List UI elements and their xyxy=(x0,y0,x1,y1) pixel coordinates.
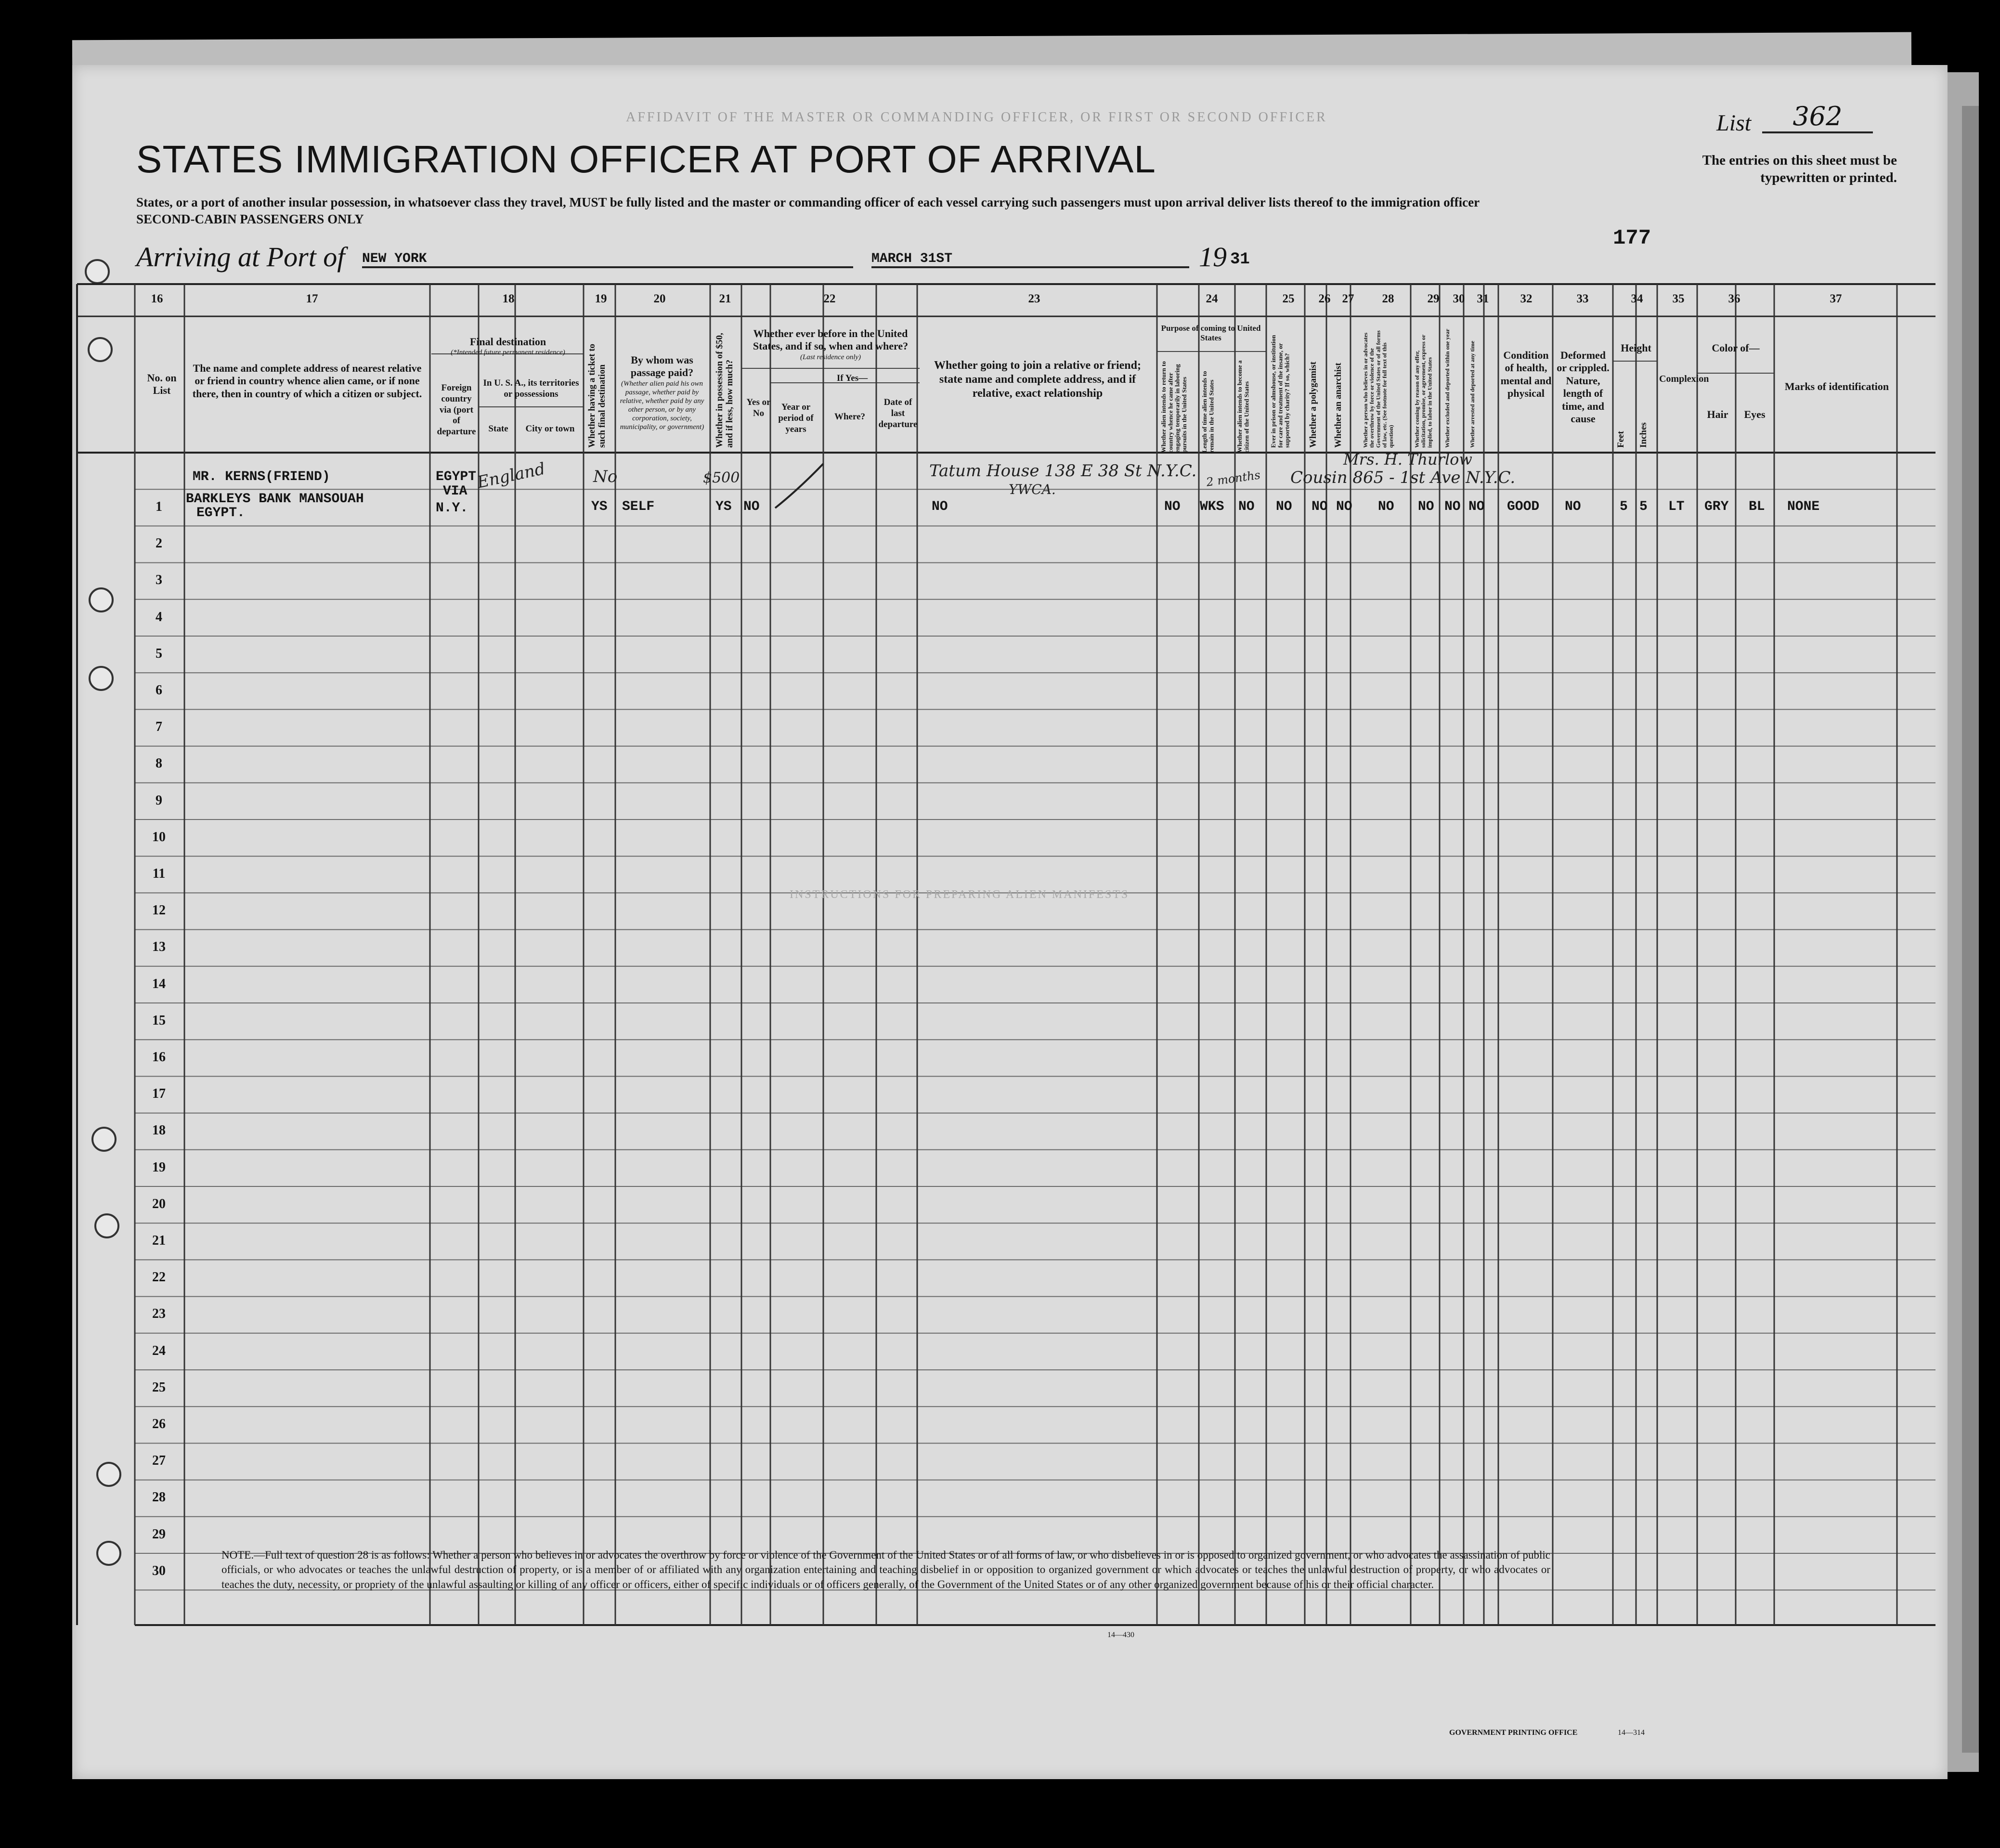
excluded-value: NO xyxy=(1444,499,1461,514)
row-number: 1 xyxy=(156,499,162,514)
header-purpose: Purpose of coming to United States xyxy=(1161,324,1261,343)
polygamist-value: NO xyxy=(1312,499,1328,514)
condition-value: GOOD xyxy=(1507,499,1540,514)
header-eyes: Eyes xyxy=(1744,408,1766,420)
final-destination-note: (*Intended future permanent residence) xyxy=(451,349,565,357)
row-number: 10 xyxy=(152,829,166,845)
row-number: 25 xyxy=(152,1379,166,1395)
deformed-value: NO xyxy=(1565,499,1581,514)
printer-code: 14—314 xyxy=(1618,1729,1645,1737)
year-value: 31 xyxy=(1230,250,1250,269)
header-city: City or town xyxy=(525,424,575,434)
row-number: 21 xyxy=(152,1233,166,1248)
column-number: 26 xyxy=(1318,292,1331,305)
column-number: 22 xyxy=(823,292,836,305)
row-number: 3 xyxy=(156,573,162,588)
header-by-whom-paid xyxy=(614,354,710,431)
handwritten-check-stroke xyxy=(770,460,828,513)
column-number: 25 xyxy=(1282,292,1295,305)
header-anarchist: Whether an anarchist xyxy=(1333,363,1343,448)
joining-value: NO xyxy=(932,499,948,514)
header-in-usa: In U. S. A., its territories or possessions xyxy=(483,378,579,399)
header-color-of: Color of— xyxy=(1712,342,1760,354)
header-polygamist: Whether a polygamist xyxy=(1308,361,1318,448)
joining-handwritten-ywca: YWCA. xyxy=(1009,482,1056,497)
header-complexion: Complexion xyxy=(1659,374,1709,384)
foreign-country-3: N.Y. xyxy=(436,501,468,516)
column-number: 23 xyxy=(1028,292,1040,305)
purpose-length-value: WKS xyxy=(1200,499,1224,514)
prison-value: NO xyxy=(1276,499,1292,514)
header-ticket: Whether having a ticket to such final destination xyxy=(587,343,607,448)
row-number: 2 xyxy=(156,536,162,551)
height-feet-value: 5 xyxy=(1620,499,1628,514)
length-handwritten: 2 months xyxy=(1205,468,1261,489)
header-final-destination xyxy=(433,336,583,357)
hair-value: GRY xyxy=(1704,499,1729,514)
faint-bleedthrough-instructions: INSTRUCTIONS FOR PREPARING ALIEN MANIFESTS xyxy=(790,888,1130,901)
column-number: 35 xyxy=(1672,292,1685,305)
column-number: 31 xyxy=(1477,292,1489,305)
header-height: Height xyxy=(1621,342,1651,354)
header-purpose-return: Whether alien intends to return to country whence he came after engaging temporarily in laboring pursuits in the United States xyxy=(1160,361,1188,453)
footnote-question-28: NOTE.—Full text of question 28 is as follows: Whether a person who believes in or advocates the overthrow by force or violence of the Government of the United States or of all forms of law, or who disbelieves in or is opposed to organized government, or who advocates the assassination of public officials, or who advocates or teaches the unlawful destruction of property, or is a member of or affiliated with any organization entertaining and teaching disbelief in or opposition to organized government or which advocates or teaches the unlawful destruction of property, or who advocates or teaches the duty, necessity, or propriety of the unlawful assaulting or killing of any officer or officers, either of specific individuals or of officers generally, of the Government of the United States or of any other organized government because of his or their official character. xyxy=(221,1549,1550,1590)
column-number: 27 xyxy=(1342,292,1354,305)
list-number: 362 xyxy=(1762,101,1873,133)
header-year-or-period: Year or period of years xyxy=(778,402,814,434)
before-in-us-value: NO xyxy=(743,499,760,514)
column-number: 30 xyxy=(1453,292,1465,305)
complexion-value: LT xyxy=(1668,499,1685,514)
header-prison: Ever in prison or almshouse, or institution for care and treatment of the insane, or supported by charity? If so, which? xyxy=(1270,335,1291,448)
column-number: 33 xyxy=(1576,292,1589,305)
list-label: List xyxy=(1716,110,1752,136)
purpose-return-value: NO xyxy=(1164,499,1181,514)
header-no-on-list: No. on List xyxy=(147,372,177,397)
row-number: 14 xyxy=(152,976,166,991)
row-number: 16 xyxy=(152,1050,166,1065)
header-where: Where? xyxy=(834,412,866,422)
column-number: 17 xyxy=(306,292,318,305)
form-code: 14—430 xyxy=(1107,1631,1134,1639)
row-number: 28 xyxy=(152,1490,166,1505)
state-handwritten: England xyxy=(475,459,547,493)
row-number: 26 xyxy=(152,1417,166,1432)
header-inches: Inches xyxy=(1638,422,1649,448)
row-number: 20 xyxy=(152,1196,166,1211)
row-number: 30 xyxy=(152,1563,166,1578)
row-number: 4 xyxy=(156,609,162,625)
row-number: 18 xyxy=(152,1123,166,1138)
port-label: Arriving at Port of xyxy=(136,241,345,273)
final-destination-label: Final destination xyxy=(469,336,546,348)
row-number: 7 xyxy=(156,719,162,735)
header-condition: Condition of health, mental and physical xyxy=(1500,349,1552,400)
year-label: 19 xyxy=(1199,241,1227,273)
before-in-us-note: (Last residence only) xyxy=(800,353,861,361)
before-in-us-label: Whether ever before in the United States, and if so, when and where? xyxy=(753,327,909,352)
column-number: 37 xyxy=(1830,292,1842,305)
labor-offer-value: NO xyxy=(1418,499,1434,514)
printer-imprint: GOVERNMENT PRINTING OFFICE xyxy=(1449,1729,1578,1737)
entries-note: The entries on this sheet must be typewritten or printed. xyxy=(1702,153,1897,186)
header-deported: Whether arrested and deported at any time xyxy=(1469,340,1476,448)
relative-handwritten-name: Mrs. H. Thurlow xyxy=(1343,450,1472,469)
column-number: 36 xyxy=(1728,292,1740,305)
ticket-value: YS xyxy=(591,499,608,514)
column-number: 24 xyxy=(1206,292,1218,305)
column-number: 29 xyxy=(1427,292,1440,305)
header-joining: Whether going to join a relative or friend; state name and complete address, and if relative, exact relationship xyxy=(934,359,1141,400)
header-labor-offer: Whether coming by reason of any offer, solicitation, promise, or agreement, express or implied, to labor in the United States xyxy=(1414,335,1433,448)
column-number: 34 xyxy=(1631,292,1643,305)
row-number: 12 xyxy=(152,903,166,918)
column-number: 20 xyxy=(653,292,666,305)
relative-country: EGYPT. xyxy=(196,506,245,521)
column-number: 21 xyxy=(719,292,731,305)
row-number: 23 xyxy=(152,1306,166,1322)
deported-value: NO xyxy=(1468,499,1485,514)
row-number: 11 xyxy=(152,866,166,881)
row-number: 22 xyxy=(152,1270,166,1285)
header-foreign-country: Foreign country via (port of departure xyxy=(437,383,476,437)
row-number: 8 xyxy=(156,756,162,771)
header-yes-or-no: Yes or No xyxy=(746,397,771,418)
row-number: 19 xyxy=(152,1159,166,1175)
overthrow-value: NO xyxy=(1378,499,1394,514)
joining-handwritten-address: Tatum House 138 E 38 St N.Y.C. xyxy=(929,461,1197,481)
header-purpose-citizen: Whether alien intends to become a citizen of the United States xyxy=(1236,360,1250,453)
header-hair: Hair xyxy=(1707,408,1728,420)
column-number: 19 xyxy=(595,292,607,305)
header-marks: Marks of identification xyxy=(1784,380,1889,392)
header-state: State xyxy=(488,424,508,434)
money-value: YS xyxy=(715,499,732,514)
header-deformed: Deformed or crippled. Nature, length of time, and cause xyxy=(1557,349,1610,425)
column-number: 18 xyxy=(502,292,515,305)
row-number: 17 xyxy=(152,1086,166,1102)
row-number: 29 xyxy=(152,1526,166,1542)
height-inches-value: 5 xyxy=(1639,499,1648,514)
relative-address: BARKLEYS BANK MANSOUAH xyxy=(186,492,364,507)
row-number: 6 xyxy=(156,683,162,698)
relative-handwritten-address: Cousin 865 - 1st Ave N.Y.C. xyxy=(1290,468,1516,487)
foreign-country-2: VIA xyxy=(443,484,468,499)
header-excluded: Whether excluded and deported within one year xyxy=(1444,328,1451,448)
row-number: 9 xyxy=(156,793,162,808)
anarchist-value: NO xyxy=(1336,499,1352,514)
by-whom-paid-label: By whom was passage paid? xyxy=(630,354,694,379)
row-number: 13 xyxy=(152,939,166,955)
faint-bleedthrough-heading: AFFIDAVIT OF THE MASTER OR COMMANDING OFFICER, OR FIRST OR SECOND OFFICER xyxy=(626,110,1327,125)
row-number: 27 xyxy=(152,1453,166,1469)
ticket-handwritten: No xyxy=(593,467,618,486)
stamp-number: 177 xyxy=(1613,226,1651,250)
header-nearest-relative: The name and complete address of nearest relative or friend in country whence alien came, or if none there, then in country of which a citizen or subject. xyxy=(192,362,422,400)
marks-value: NONE xyxy=(1787,499,1820,514)
purpose-citizen-value: NO xyxy=(1238,499,1255,514)
row-number: 24 xyxy=(152,1343,166,1358)
foreign-country-1: EGYPT xyxy=(436,469,477,484)
relative-name: MR. KERNS(FRIEND) xyxy=(193,469,330,484)
passenger-class-line: SECOND-CABIN PASSENGERS ONLY xyxy=(136,212,364,226)
header-feet: Feet xyxy=(1616,431,1626,448)
money-handwritten: $500 xyxy=(703,469,740,486)
arrival-date-value: MARCH 31ST xyxy=(871,251,1189,268)
port-value: NEW YORK xyxy=(362,251,853,268)
column-number: 32 xyxy=(1520,292,1532,305)
header-before-in-us xyxy=(744,327,917,362)
by-whom-paid-note: (Whether alien paid his own passage, whether paid by relative, whether paid by any other person, or by any corporation, society, municipality, or government) xyxy=(620,379,704,431)
passage-paid-value: SELF xyxy=(622,499,655,514)
row-number: 5 xyxy=(156,646,162,661)
header-overthrow: Whether a person who believes in or advocates the overthrow by force or violence of the Government of the United States or of all forms of law, etc. (See footnote for full text of this question) xyxy=(1362,330,1394,448)
header-money: Whether in possession of $50, and if less, how much? xyxy=(714,333,735,448)
page-title: STATES IMMIGRATION OFFICER AT PORT OF ARRIVAL xyxy=(136,138,1156,181)
header-date-last-departure: Date of last departure xyxy=(878,397,918,429)
header-if-yes: If Yes— xyxy=(836,373,868,383)
column-number: 16 xyxy=(151,292,163,305)
column-number: 28 xyxy=(1382,292,1394,305)
eyes-value: BL xyxy=(1749,499,1765,514)
header-purpose-length: Length of time alien intends to remain in the United States xyxy=(1201,371,1215,453)
notice-text: States, or a port of another insular possession, in whatsoever class they travel, MUST be fully listed and the master or commanding officer of each vessel carrying such passengers must upon arrival deliver lists thereof to the immigration officer xyxy=(136,195,1480,209)
row-number: 15 xyxy=(152,1013,166,1028)
